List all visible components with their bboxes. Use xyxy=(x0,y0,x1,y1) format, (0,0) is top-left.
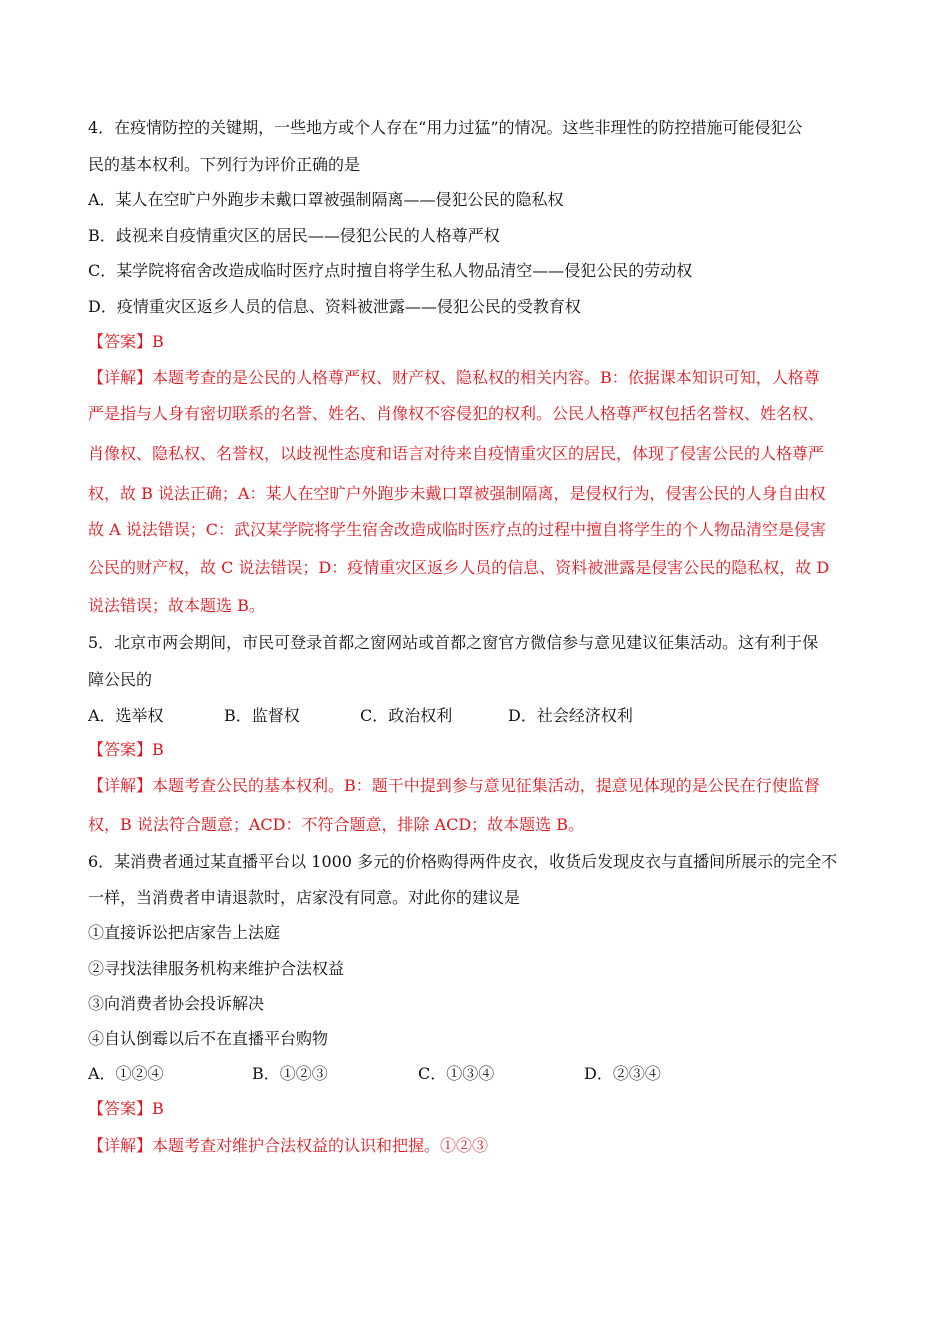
q6-option-d: D．②③④ xyxy=(584,1064,661,1083)
q5-option-c: C．政治权利 xyxy=(360,706,453,725)
q4-answer: 【答案】B xyxy=(88,332,164,351)
q5-option-a: A．选举权 xyxy=(88,706,164,725)
q4-option-c: C．某学院将宿舍改造成临时医疗点时擅自将学生私人物品清空——侵犯公民的劳动权 xyxy=(88,261,693,280)
q5-option-d: D．社会经济权利 xyxy=(508,706,633,725)
q4-option-a: A．某人在空旷户外跑步未戴口罩被强制隔离——侵犯公民的隐私权 xyxy=(88,190,564,209)
q6-item-1: ①直接诉讼把店家告上法庭 xyxy=(88,923,281,942)
q5-stem-line-1: 5．北京市两会期间，市民可登录首都之窗网站或首都之窗官方微信参与意见建议征集活动。这有利于保 xyxy=(88,633,819,652)
q5-option-b: B．监督权 xyxy=(224,706,300,725)
q6-item-2: ②寻找法律服务机构来维护合法权益 xyxy=(88,959,345,978)
q6-stem-line-1: 6．某消费者通过某直播平台以 1000 多元的价格购得两件皮衣，收货后发现皮衣与直播间所展示的完全不 xyxy=(88,852,838,871)
q6-item-3: ③向消费者协会投诉解决 xyxy=(88,994,265,1013)
q6-option-a: A．①②④ xyxy=(88,1064,164,1083)
q5-answer: 【答案】B xyxy=(88,740,164,759)
q5-detail-line-2: 权，B 说法符合题意；ACD：不符合题意，排除 ACD；故本题选 B。 xyxy=(88,815,585,834)
q5-stem-line-2: 障公民的 xyxy=(88,670,153,689)
q4-detail-line-1: 【详解】本题考查的是公民的人格尊严权、财产权、隐私权的相关内容。B：依据课本知识可知，人格尊 xyxy=(88,368,820,387)
q6-item-4: ④自认倒霉以后不在直播平台购物 xyxy=(88,1029,329,1048)
q4-detail-line-2: 严是指与人身有密切联系的名誉、姓名、肖像权不容侵犯的权利。公民人格尊严权包括名誉权、姓名权、 xyxy=(88,404,825,423)
q6-option-c: C．①③④ xyxy=(418,1064,495,1083)
q4-detail-line-3: 肖像权、隐私权、名誉权，以歧视性态度和语言对待来自疫情重灾区的居民，体现了侵害公民的人格尊严 xyxy=(88,444,825,463)
q4-detail-line-4: 权，故 B 说法正确；A：某人在空旷户外跑步未戴口罩被强制隔离，是侵权行为，侵害公民的人身自由权 xyxy=(88,484,826,503)
q4-stem-line-2: 民的基本权利。下列行为评价正确的是 xyxy=(88,155,361,174)
q4-stem-line-1: 4．在疫情防控的关键期，一些地方或个人存在“用力过猛”的情况。这些非理性的防控措施可能侵犯公 xyxy=(88,118,803,137)
q4-detail-line-7: 说法错误；故本题选 B。 xyxy=(88,596,265,615)
q4-option-b: B．歧视来自疫情重灾区的居民——侵犯公民的人格尊严权 xyxy=(88,226,500,245)
q4-detail-line-6: 公民的财产权，故 C 说法错误；D：疫情重灾区返乡人员的信息、资料被泄露是侵害公民的隐私权，故 D xyxy=(88,558,830,577)
q6-detail-line-1: 【详解】本题考查对维护合法权益的认识和把握。①②③ xyxy=(88,1136,489,1155)
q5-detail-line-1: 【详解】本题考查公民的基本权利。B：题干中提到参与意见征集活动，提意见体现的是公民在行使监督 xyxy=(88,776,820,795)
q6-stem-line-2: 一样，当消费者申请退款时，店家没有同意。对此你的建议是 xyxy=(88,888,521,907)
q6-answer: 【答案】B xyxy=(88,1099,164,1118)
q4-detail-line-5: 故 A 说法错误；C：武汉某学院将学生宿舍改造成临时医疗点的过程中擅自将学生的个人物品清空是侵害 xyxy=(88,520,826,539)
q6-option-b: B．①②③ xyxy=(252,1064,328,1083)
q4-option-d: D．疫情重灾区返乡人员的信息、资料被泄露——侵犯公民的受教育权 xyxy=(88,297,581,316)
